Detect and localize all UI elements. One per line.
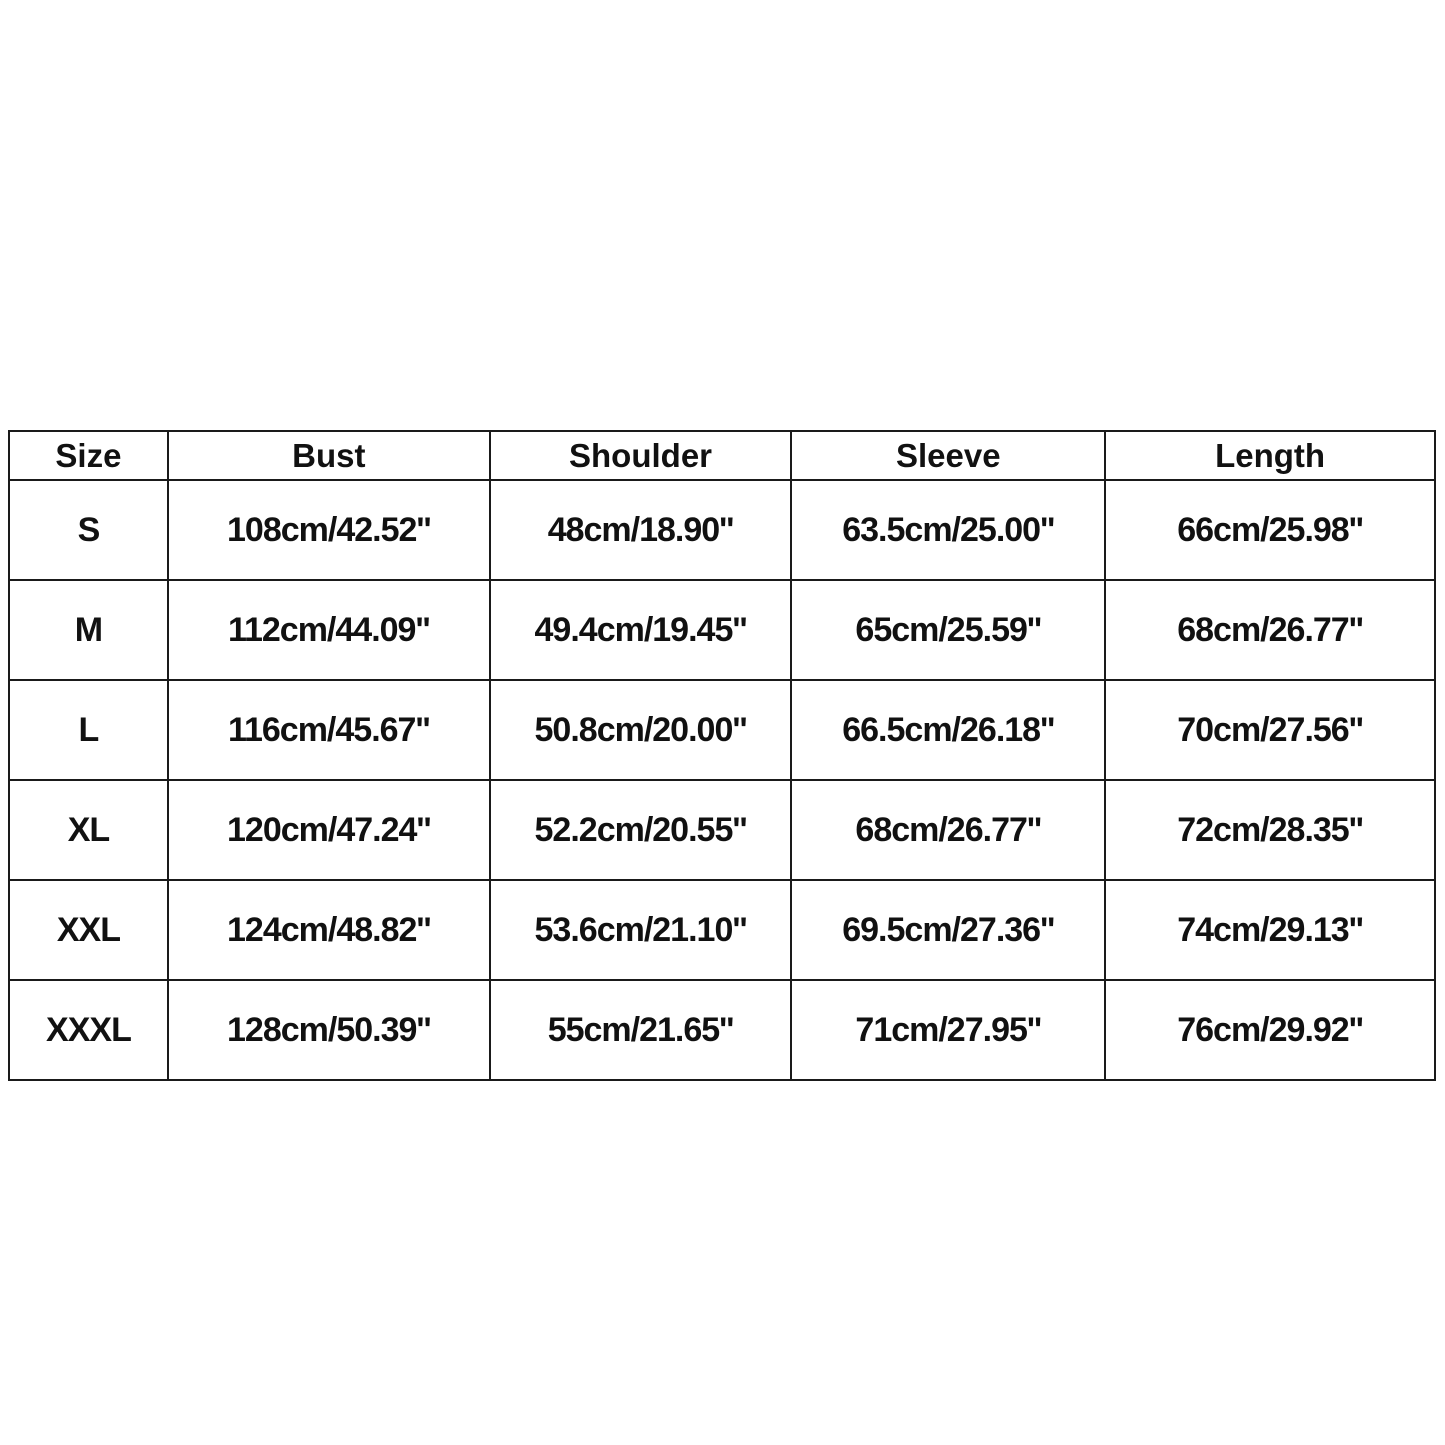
cell-size: S	[9, 480, 168, 580]
cell-sleeve: 71cm/27.95''	[791, 980, 1105, 1080]
cell-size: L	[9, 680, 168, 780]
cell-length: 66cm/25.98''	[1105, 480, 1435, 580]
size-chart-table	[8, 430, 1436, 1081]
cell-sleeve: 63.5cm/25.00''	[791, 480, 1105, 580]
cell-size: XL	[9, 780, 168, 880]
cell-length: 68cm/26.77''	[1105, 580, 1435, 680]
cell-length: 72cm/28.35''	[1105, 780, 1435, 880]
header-length: Length	[1105, 431, 1435, 480]
table-row	[9, 780, 1435, 880]
cell-bust: 108cm/42.52''	[168, 480, 490, 580]
header-sleeve: Sleeve	[791, 431, 1105, 480]
cell-bust: 124cm/48.82''	[168, 880, 490, 980]
cell-length: 70cm/27.56''	[1105, 680, 1435, 780]
cell-sleeve: 69.5cm/27.36''	[791, 880, 1105, 980]
cell-shoulder: 49.4cm/19.45''	[490, 580, 792, 680]
cell-shoulder: 53.6cm/21.10''	[490, 880, 792, 980]
cell-sleeve: 68cm/26.77''	[791, 780, 1105, 880]
table-row	[9, 580, 1435, 680]
cell-shoulder: 55cm/21.65''	[490, 980, 792, 1080]
cell-size: M	[9, 580, 168, 680]
cell-size: XXL	[9, 880, 168, 980]
cell-length: 74cm/29.13''	[1105, 880, 1435, 980]
cell-sleeve: 65cm/25.59''	[791, 580, 1105, 680]
cell-bust: 120cm/47.24''	[168, 780, 490, 880]
cell-bust: 116cm/45.67''	[168, 680, 490, 780]
table-row	[9, 480, 1435, 580]
cell-shoulder: 48cm/18.90''	[490, 480, 792, 580]
header-shoulder: Shoulder	[490, 431, 792, 480]
table-header-row	[9, 431, 1435, 480]
cell-sleeve: 66.5cm/26.18''	[791, 680, 1105, 780]
cell-bust: 112cm/44.09''	[168, 580, 490, 680]
header-bust: Bust	[168, 431, 490, 480]
cell-length: 76cm/29.92''	[1105, 980, 1435, 1080]
cell-shoulder: 50.8cm/20.00''	[490, 680, 792, 780]
cell-shoulder: 52.2cm/20.55''	[490, 780, 792, 880]
header-size: Size	[9, 431, 168, 480]
table-row	[9, 980, 1435, 1080]
cell-bust: 128cm/50.39''	[168, 980, 490, 1080]
cell-size: XXXL	[9, 980, 168, 1080]
table-row	[9, 880, 1435, 980]
table-row	[9, 680, 1435, 780]
